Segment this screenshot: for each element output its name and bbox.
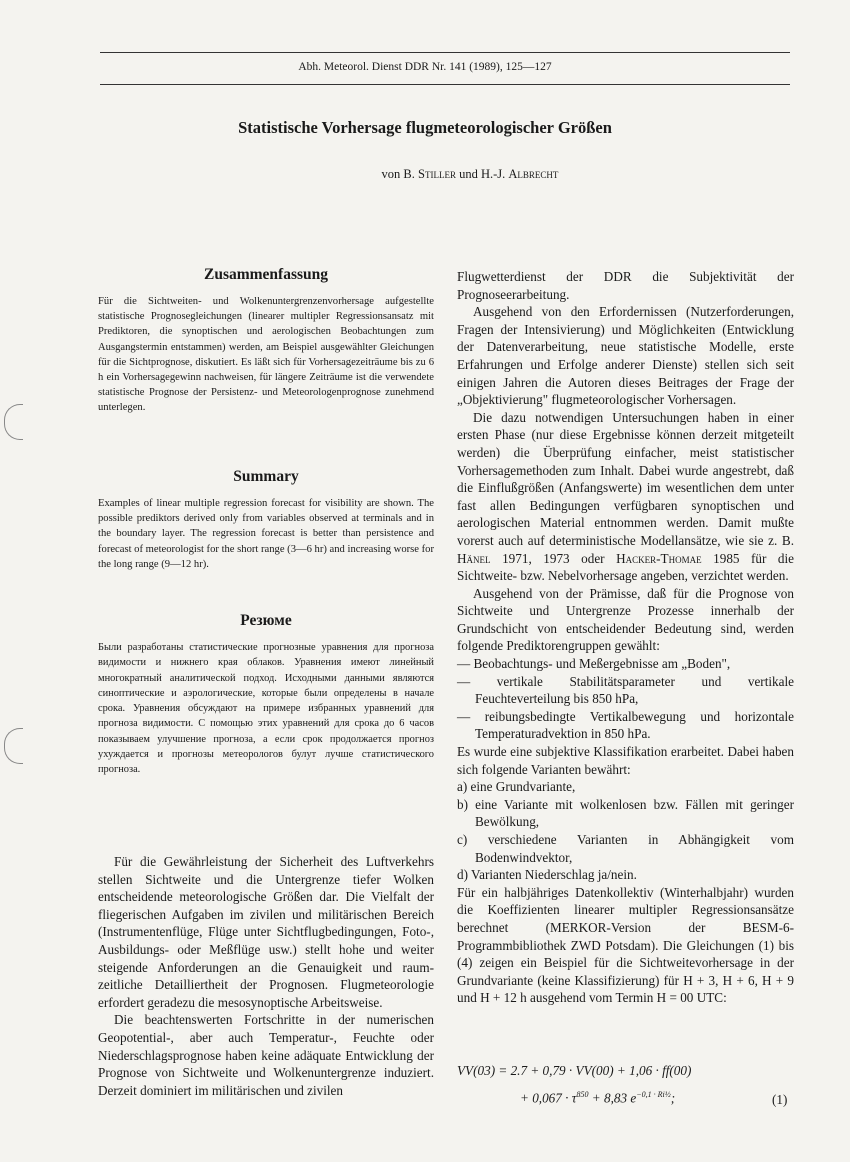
citation-hacker-thomae: Hacker-Thomae bbox=[616, 550, 702, 566]
equation-sup-exp: −0,1 · Ri½ bbox=[636, 1090, 671, 1099]
equation-number: (1) bbox=[772, 1092, 788, 1107]
summary-heading: Summary bbox=[233, 468, 299, 485]
equation-term-b: + 8,83 e bbox=[588, 1090, 637, 1106]
equation-sup-850: 850 bbox=[576, 1090, 589, 1099]
resume-section bbox=[98, 612, 434, 778]
authors bbox=[260, 167, 680, 182]
zusammenfassung-text: Für die Sichtweiten- und Wolkenuntergrenzenvorhersage aufgestellte statistische Prognosegleichungen (linearer multipler Regressionsansatz mit Prediktoren, die synoptischen und aerologischen Beobachtungen zum Ausgangstermin entstammen) werden, am Beispiel ausgewählter Gleichungen für die Sichtprognose, diskutiert. Es läßt sich für Vorhersagezeiträume bis zu 6 h ein Vorhersagegewinn nachweisen, für längere Zeiträume ist die verwendete statistische Prognose der Persistenz- und Meteorologenprognose zunehmend unterlegen. bbox=[98, 296, 434, 414]
punch-hole-mark-upper bbox=[4, 404, 23, 440]
author-prefix: von B. bbox=[381, 167, 415, 181]
zusammenfassung-heading: Zusammenfassung bbox=[203, 266, 329, 283]
p3-text-b: 1971, 1973 oder bbox=[502, 550, 605, 566]
punch-hole-mark-lower bbox=[4, 728, 23, 764]
right-paragraph-4: Ausgehend von der Prämisse, daß für die Prognose von Sichtweite und Untergrenze Prozesse innerhalb der Grundschicht von entscheidender Bedeutung sind, werden folgende Prediktorengruppen gewählt: bbox=[457, 585, 794, 654]
p3-text-c: 1985 für die Sichtweite- bzw. Nebelvorhersage angeben, verzichtet werden. bbox=[457, 550, 795, 584]
author-mid: und H.-J. bbox=[459, 167, 506, 181]
predictor-list bbox=[457, 655, 794, 743]
right-paragraph-5: Es wurde eine subjektive Klassifikation erarbeitet. Dabei haben sich folgende Varianten bewährt: bbox=[457, 744, 794, 777]
header-rule-bottom bbox=[100, 84, 790, 85]
right-paragraph-3 bbox=[457, 409, 794, 585]
list-item: — reibungsbedingte Vertikalbewegung und horizontale Temperaturadvektion in 850 hPa. bbox=[457, 708, 794, 742]
header-rule-top bbox=[100, 52, 790, 53]
p3-text-a: Die dazu notwendigen Untersuchungen haben in einer ersten Phase (nur diese Ergebnisse können derzeit mitgeteilt werden) die Überprüfung einfacher, meist statistischer Vorhersagemethoden zum Inhalt. Dabei wurde angestrebt, daß die Einflußgrößen (Anfangswerte) im wesentlichen dem unter fast allen Bedingungen verfügbaren synoptischen und aerologischen Material entnommen werden. Damit mußte vorerst auch auf deterministische Modellansätze, wie sie z. B. bbox=[457, 409, 794, 548]
list-item: a) eine Grundvariante, bbox=[457, 779, 576, 795]
variant-list bbox=[457, 778, 794, 884]
list-item: c) verschiedene Varianten in Abhängigkeit vom Bodenwindvektor, bbox=[457, 832, 794, 865]
right-column-body bbox=[457, 268, 794, 1007]
equation-line-1: VV(03) = 2.7 + 0,79 · VV(00) + 1,06 · ff(00) bbox=[457, 1063, 692, 1078]
list-item: — vertikale Stabilitätsparameter und vertikale Feuchteverteilung bis 850 hPa, bbox=[457, 673, 794, 707]
resume-text: Были разработаны статистические прогнозные уравнения для прогноза видимости и нижнего края облаков. Уравнения имеют линейный многократный аналитической подход. Исходными данными являются синоптические и аэрологические, которые были определены в начале срока. Уравнения обсуждают на примере избранных уравнений для прогноза видимости. С помощью этих уравнений для срока до 6 часов показываем улучшение прогноза, а если срок продолжается прогноз ухуждается и прогнозы метеорологов булут лучше статистического прогноза. bbox=[98, 642, 434, 776]
equation-term-c: ; bbox=[670, 1090, 676, 1106]
equation-term-a: + 0,067 · τ bbox=[520, 1090, 577, 1106]
citation-haenel: Hänel bbox=[457, 550, 491, 566]
left-column-body bbox=[98, 853, 434, 1099]
journal-citation: Abh. Meteorol. Dienst DDR Nr. 141 (1989), 125—127 bbox=[298, 61, 552, 73]
right-paragraph-6: Für ein halbjähriges Datenkollektiv (Winterhalbjahr) wurden die Koeffizienten linearer multipler Regressionsansätze berechnet (MERKOR-Version der BESM-6-Programmbibliothek ZWD Potsdam). Die Gleichungen (1) bis (4) zeigen ein Beispiel für die Sichtweitevorhersage in der Grundvariante (keine Klassifizierung) für H + 3, H + 6, H + 9 und H + 12 h ausgehend vom Termin H = 00 UTC: bbox=[457, 884, 794, 1006]
paper-title: Statistische Vorhersage flugmeteorologischer Größen bbox=[238, 118, 612, 137]
zusammenfassung-section bbox=[98, 266, 434, 416]
author-2: Albrecht bbox=[508, 167, 559, 181]
summary-text: Examples of linear multiple regression forecast for visibility are shown. The possible prediktors derived only from variables observed at terminals and in the boundary layer. The regression forecast is better than persistence and forecast of meteorologist for the short range (3—6 hr) and increasing worse for the long range (9—12 hr). bbox=[98, 498, 434, 570]
equation-line-2 bbox=[520, 1090, 675, 1106]
summary-section bbox=[98, 468, 434, 572]
list-item: b) eine Variante mit wolkenlosen bzw. Fällen mit geringer Bewölkung, bbox=[457, 796, 794, 830]
right-paragraph-2: Ausgehend von den Erfordernissen (Nutzerforderungen, Fragen der Intensivierung) und Möglichkeiten (Entwicklung der Datenverarbeitung, neue statistische Modelle, erste Erfahrungen und Erfolge anderer Dienste) stellen sich seit einigen Jahren die Autoren dieses Beitrages der Frage der „Objektivierung" flugmeteorologischer Vorhersagen. bbox=[457, 304, 794, 408]
right-paragraph-1: Flugwetterdienst der DDR die Subjektivität der Prognoseerarbeitung. bbox=[457, 269, 794, 302]
list-item: d) Varianten Niederschlag ja/nein. bbox=[457, 867, 637, 883]
list-item: — Beobachtungs- und Meßergebnisse am „Boden", bbox=[457, 656, 731, 672]
resume-heading: Резюме bbox=[240, 612, 292, 629]
left-paragraph-1: Für die Gewährleistung der Sicherheit des Luftverkehrs stellen Sichtweite und die Untergrenze tiefer Wolken entscheidende meteorologische Größen dar. Die Vielfalt der fliegerischen Aufgaben im zivilen und militärischen Bereich (Instrumentenflüge, Flüge unter Sichtflugbedingungen, Foto-, Ausbildungs- oder Meßflüge usw.) stellt hohe und weiter steigende Anforderungen an die Genauigkeit und raum-zeitliche Detailliertheit der Prognosen. Flugmeteorologie erfordert geradezu die mesosynoptische Arbeitsweise. bbox=[98, 854, 434, 1010]
author-1: Stiller bbox=[418, 167, 456, 181]
left-paragraph-2: Die beachtenswerten Fortschritte in der numerischen Geopotential-, aber auch Temperatur-, Feuchte oder Niederschlagsprognose haben keine adäquate Entwicklung der Prognose von Sichtweite und Wolkenuntergrenze induziert. Derzeit dominiert im militärischen und zivilen bbox=[98, 1012, 434, 1098]
